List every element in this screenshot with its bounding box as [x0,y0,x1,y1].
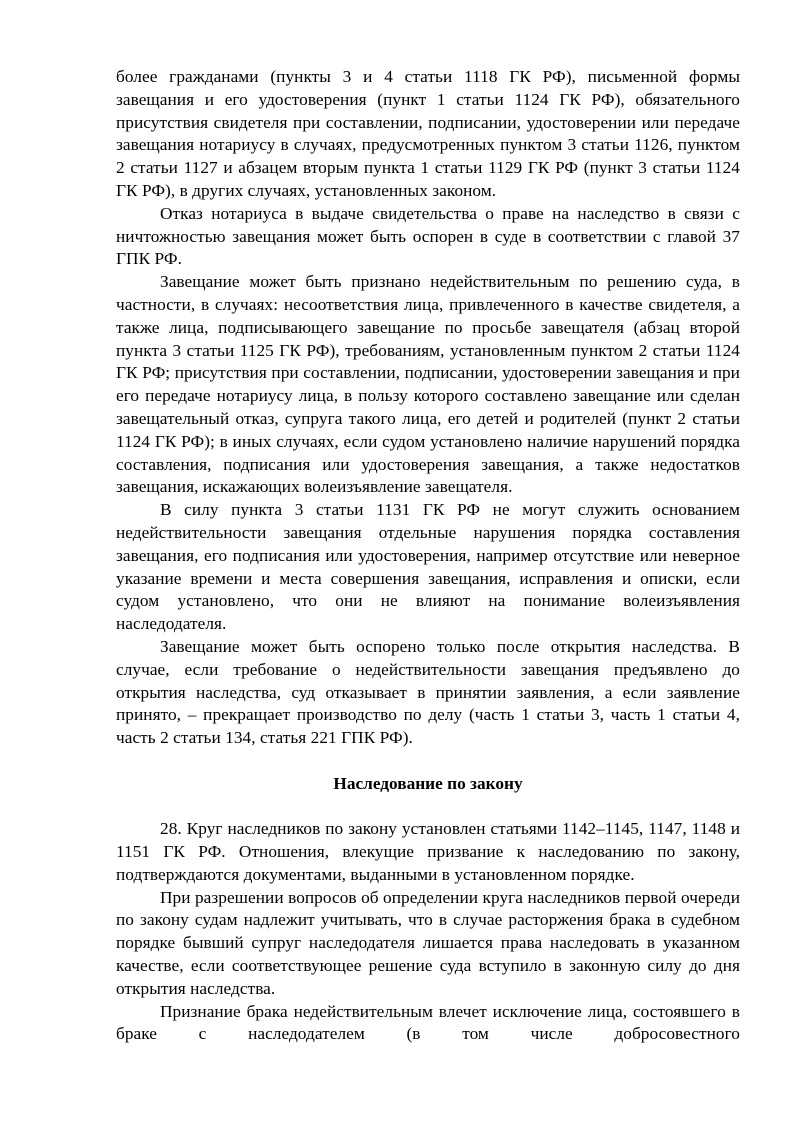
paragraph-heirs-circle: 28. Круг наследников по закону установлен статьями 1142–1145, 1147, 1148 и 1151 ГК РФ. Отношения, влекущие призвание к наследованию по закону, подтверждаются документами, выданными в установленном порядке. [116,819,740,884]
section-heading: Наследование по закону [333,773,523,793]
paragraph-divorce: При разрешении вопросов об определении круга наследников первой очереди по закону судам надлежит учитывать, что в случае расторжения брака в судебном порядке бывший супруг наследодателя лишается права наследовать в указанном качестве, если соответствующее решение суда вступило в законную силу до дня открытия наследства. [116,887,740,998]
paragraph-contest-after-opening: Завещание может быть оспорено только после открытия наследства. В случае, если требование о недействительности завещания предъявлено до открытия наследства, суд отказывает в принятии заявления, а если заявление принято, – прекращает производство по делу (часть 1 статьи 3, часть 1 статьи 4, часть 2 статьи 134, статья 221 ГПК РФ). [116,636,740,748]
paragraph-continuation: более гражданами (пункты 3 и 4 статьи 1118 ГК РФ), письменной формы завещания и его удостоверения (пункт 1 статьи 1124 ГК РФ), обязательного присутствия свидетеля при составлении, подписании, удостоверении или передаче завещания нотариусу в случаях, предусмотренных пунктом 3 статьи 1126, пунктом 2 статьи 1127 и абзацем вторым пункта 1 статьи 1129 ГК РФ (пункт 3 статьи 1124 ГК РФ), в других случаях, установленных законом. [116,67,740,200]
paragraph-marriage-invalid: Признание брака недействительным влечет исключение лица, состоявшего в браке с наследодателем (в том числе добросовестного [116,1001,740,1044]
paragraph-invalid-by-court: Завещание может быть признано недействительным по решению суда, в частности, в случаях: несоответствия лица, привлеченного в качестве свидетеля, а также лица, подписывающего завещание по просьбе завещателя (абзац второй пункта 3 статьи 1125 ГК РФ), требованиям, установленным пунктом 2 статьи 1124 ГК РФ; присутствия при составлении, подписании, удостоверении завещания и при его передаче нотариусу лица, в пользу которого составлено завещание или сделан завещательный отказ, супруга такого лица, его детей и родителей (пункт 2 статьи 1124 ГК РФ); в иных случаях, если судом установлено наличие нарушений порядка составления, подписания или удостоверения завещания, а также недостатков завещания, искажающих волеизъявление завещателя. [116,272,740,497]
paragraph-notary-refusal: Отказ нотариуса в выдаче свидетельства о праве на наследство в связи с ничтожностью завещания может быть оспорен в суде в соответствии с главой 37 ГПК РФ. [116,203,740,269]
document-body [116,66,740,1046]
paragraph-minor-violations: В силу пункта 3 статьи 1131 ГК РФ не могут служить основанием недействительности завещания отдельные нарушения порядка составления завещания, его подписания или удостоверения, например отсутствие или неверное указание времени и места совершения завещания, исправления и описки, если судом установлено, что они не влияют на понимание волеизъявления наследодателя. [116,500,740,634]
